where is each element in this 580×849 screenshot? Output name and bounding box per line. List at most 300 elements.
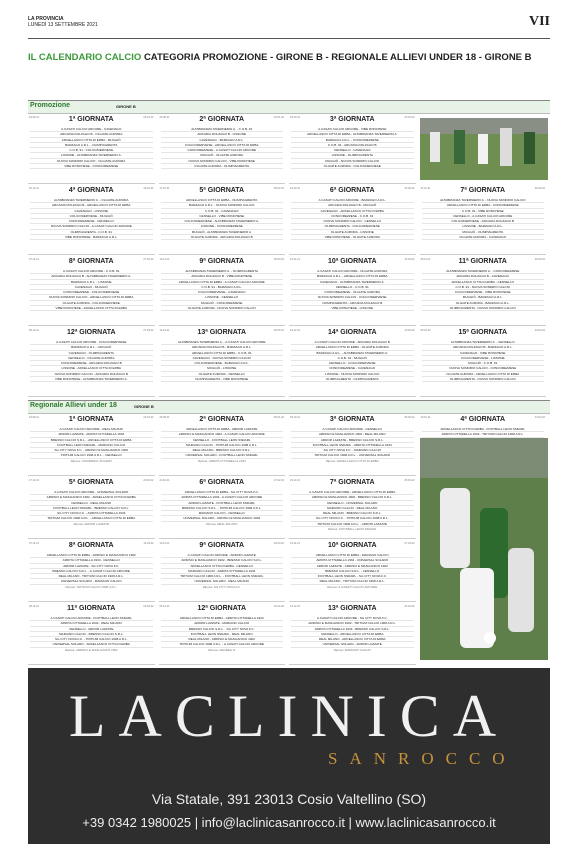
match-item: COLICODERVIESE - LISSONE [422,356,545,361]
match-item: COLICODERVIESE - BARZAGO A.R.L. [161,361,284,366]
match-item: CENSELLO - OLGIATE AURORA [30,356,153,361]
match-item: ARDITA CITTADELLA 1934 - A.CASATI CALCIO ARCORE [161,495,284,500]
andata-date: 03.10.21 [290,416,301,419]
ritorno-date: 30.01.22 [273,416,284,419]
match-list [422,269,545,311]
match-item: ARDISCI E MASLIANICO 1902 - A.CASATI CALCIO ARCORE [161,432,284,437]
andata-date: 21.11.21 [290,542,300,545]
match-item: OLIMPIAGRENTA - COLICODERVIESE [291,224,414,229]
match-item: TRITIUM CALCIO 1908 A R.L. - CENSELLO [30,453,153,458]
ritorno-date: 06.03.22 [273,258,284,261]
page-header [28,16,550,39]
match-item: MUGGIÒ - OLIMPIAGRENTA [422,230,545,235]
match-list [291,127,414,169]
matchday-card [159,603,286,665]
match-item: OLGIATE AURORA - LISSONE [291,230,414,235]
match-item: OLGIATE AURORA - ARCELLASCO CITTA DI ERBA [422,372,545,377]
match-item: ALTABRIANZA TAVERNERIO A. - OLGIATE AURORA [30,198,153,203]
match-item: LISSONE - CENSELLO [161,295,284,300]
matchday-title: 3ª GIORNATA [329,116,375,123]
match-item: MARIANO CALCIO - BRESSO CALCIO S.R.L. [30,632,153,637]
match-item: CENSELLO - ARDOR LAZZATE [30,627,153,632]
match-item: UNIVERSAL SOLARO - ARDISCI E MASLIANICO 1902 [161,516,284,521]
match-list [291,427,414,463]
match-list [30,198,153,240]
match-item: FOOTBALL LEON SSDARL - SG CITY NOVA F.C. [291,574,414,579]
match-item: CAVENAGO - NUOVA SONDRIO CALCIO [161,356,284,361]
match-item: REAL MILANO - BRESSO CALCIO S.R.L. [161,448,284,453]
andata-date: 07.11.21 [29,542,39,545]
ritorno-date: 13.03.22 [404,258,415,261]
match-list [291,340,414,382]
andata-date: 19.09.21 [29,416,40,419]
matchday-title: 7ª GIORNATA [460,187,506,194]
match-item: MARIANO CALCIO - TRITIUM CALCIO 1908 A R.L. [161,443,284,448]
rest-team: Riposa: ARDOR LAZZATE [73,521,109,526]
matchday-title: 11ª GIORNATA [67,605,116,612]
match-item: COLICODERVIESE - ARCELLASCO CITTA DI ERBA [161,143,284,148]
match-item: CAVENAGO - LISSONE [30,209,153,214]
matchday-card [28,603,155,665]
matchday-card [289,477,416,539]
match-item: UNIVERSAL SOLARO - MARIANO CALCIO [30,579,153,584]
match-item: VIBE RONCHESE - ARCELLASCO CITTA DI ERBA [30,306,153,311]
match-item: OLGIATE AURORA - COLICODERVIESE [291,164,414,169]
ad-contacts[interactable]: +39 0342 1980025 | info@laclinicasanrocco.it | www.laclinicasanrocco.it [82,815,496,830]
matchday-card [159,477,286,539]
match-item: LISSONE - OLIMPIAGRENTA [291,153,414,158]
match-item: FOOTBALL LEON SSDARL - REAL MILANO [161,632,284,637]
matchday-title: 1ª GIORNATA [68,116,114,123]
matchday-title: 6ª GIORNATA [199,479,245,486]
match-list [291,553,414,589]
match-list [30,340,153,382]
match-item: BARZAGO A.R.L. - LISSONE [30,280,153,285]
match-item: MUGGIÒ - NUOVA SONDRIO CALCIO [291,159,414,164]
match-item: FOOTBALL LEON SSDARL - MARIANO CALCIO [30,443,153,448]
match-item: CONCOREZZESE - CENSELLO [30,219,153,224]
matchday-card [28,256,155,326]
match-list [30,127,153,169]
matchday-title: 6ª GIORNATA [329,187,375,194]
match-item: OLGIATE AURORA - CENSELLO [161,372,284,377]
match-item: MARIANO CALCIO - CENSELLO [161,511,284,516]
match-item: OLGIATE AURORA - COLICODERVIESE [30,301,153,306]
andata-date: 31.10.21 [290,479,301,482]
match-item: CONCOREZZESE - ARCADIA DOLZAGO B [30,361,153,366]
match-item: ARDOR LAZZATE - MARIANO CALCIO [161,621,284,626]
match-item: ARCADIA DOLZAGO B - BARZAGO A.R.L. [161,345,284,350]
match-item: CAVENAGO - BARZAGO A.R.L. [161,138,284,143]
match-item: BARZAGO A.R.L. - MUGGIÒ [30,345,153,350]
match-item: ALTABRIANZA TAVERNERIO A. - NUOVA SONDRIO CALCIO [422,198,545,203]
match-item: A.CASATI CALCIO ARCORE - UNIVERSAL SOLARO [30,490,153,495]
match-item: NUOVA SONDRIO CALCIO - A.CASATI CALCIO ARCORE [30,224,153,229]
andata-date: 19.09.21 [29,116,40,119]
match-item: CENSELLO - COLICODERVIESE [291,361,414,366]
match-item: SG CITY NOVA F.C. - MARIANO CALCIO [291,448,414,453]
title-main: CATEGORIA PROMOZIONE - GIRONE B - REGIONALE ALLIEVI UNDER 18 - GIRONE B [143,52,532,63]
match-item: MUGGIÒ - LISSONE [161,366,284,371]
match-item: CENSELLO - REAL MILANO [30,501,153,506]
match-item: MUGGIÒ - OLGIATE AURORA [161,153,284,158]
matchday-title: 10ª GIORNATA [327,542,377,549]
match-item: A.CASATI CALCIO ARCORE - VIBE RONCHESE [291,127,414,132]
match-item: ARDISCI E MASLIANICO 1902 - TRITIUM CALCIO 1908 A R.L. [291,621,414,626]
match-list [30,553,153,589]
match-item: ARCELLASCO CITTA DI ERBA - C.O.B. 91 [161,351,284,356]
andata-date: 05.12.21 [29,329,40,332]
matchday-title: 5ª GIORNATA [68,479,114,486]
ritorno-date: 24.04.22 [534,329,545,332]
andata-date: 19.12.21 [290,329,301,332]
ritorno-date: 20.02.22 [143,479,154,482]
match-item: ARDOR LAZZATE - BRESSO CALCIO S.R.L. [291,438,414,443]
match-list [161,269,284,311]
match-item: C.O.B. 91 - VIBE RONCHESE [422,209,545,214]
match-item: CENSELLO - FOOTBALL LEON SSDARL [161,438,284,443]
andata-date: 09.01.22 [420,329,431,332]
ritorno-date: 20.02.22 [534,187,545,190]
match-item: ARCELLASCO CITTA DI ERBA - FOOTBALL LEON SSDARL [422,427,545,432]
match-item: ARDITA CITTADELLA 1934 - TRITIUM CALCIO 1908 A R.L. [422,432,545,437]
match-item: SG CITY NOVA F.C. - TRITIUM CALCIO 1908 A R.L. [291,516,414,521]
match-item: ARCADIA DOLZAGO B - LISSONE [161,132,284,137]
andata-date: 28.11.21 [420,258,431,261]
match-item: LISSONE - ARCELLASCO CITTA DI ERBA [30,366,153,371]
matchday-title: 12ª GIORNATA [66,329,116,336]
match-item: ARCADIA DOLZAGO B - CAVENAGO [422,274,545,279]
match-item: LISSONE - BARZAGO A.R.L. [422,224,545,229]
match-item: OLIMPIAGRENTA - ARCADIA DOLZAGO B [291,301,414,306]
matchday-title: 13ª GIORNATA [197,329,247,336]
match-item: CENSELLO - CAVENAGO [291,148,414,153]
matchday-card [420,327,547,397]
match-item: C.O.B. 91 - ARCADIA DOLZAGO B [291,143,414,148]
match-item: NUOVA SONDRIO CALCIO - COLICODERVIESE [291,295,414,300]
matchday-card [159,185,286,255]
match-item: A.CASATI CALCIO ARCORE - CENSELLO [291,427,414,432]
matchday-card [28,477,155,539]
match-item: OLIMPIAGRENTA - NUOVA SONDRIO CALCIO [422,377,545,382]
match-item: C.O.B. 91 - COLICODERVIESE [30,148,153,153]
match-item: CENSELLO - ARCELLASCO CITTA DI ERBA [291,632,414,637]
matchday-title: 13ª GIORNATA [327,605,377,612]
match-item: SG CITY NOVA F.C. - TRITIUM CALCIO 1908 A R.L. [30,637,153,642]
match-item: ALTABRIANZA TAVERNERIO A. - CONCOREZZESE [422,269,545,274]
match-item: A.CASATI CALCIO ARCORE - REAL MILANO [30,427,153,432]
ad-address: Via Statale, 391 23013 Cosio Valtellino (SO) [151,791,427,807]
matchday-card [28,114,155,184]
match-item: ARCADIA DOLZAGO B - VIBE RONCHESE [161,274,284,279]
match-item: MARIANO CALCIO - REAL MILANO [291,506,414,511]
match-photo-top [420,118,548,180]
match-list [161,490,284,526]
match-item: ARCELLASCO CITTA DI ERBA - ARDOR LAZZATE [161,427,284,432]
match-list [161,427,284,463]
match-item: MUGGIÒ - ALTABRIANZA TAVERNERIO A. [161,230,284,235]
matchday-card [159,256,286,326]
andata-date: 12.12.21 [159,329,170,332]
match-item: ARCADIA DOLZAGO B - OLGIATE AURORA [30,132,153,137]
match-item: ARCADIA DOLZAGO B - BARZAGO A.R.L. [422,345,545,350]
match-item: ALTABRIANZA TAVERNERIO A. - OLIMPIAGRENTA [161,269,284,274]
matchday-card [159,114,286,184]
match-item: COLICODERVIESE - CAVENAGO [161,290,284,295]
match-list [422,198,545,240]
match-item: CAVENAGO - VIBE RONCHESE [422,351,545,356]
match-item: ARCADIA DOLZAGO B - ALTABRIANZA TAVERNERIO A. [30,274,153,279]
match-item: NUOVA SONDRIO CALCIO - CONCOREZZESE [422,366,545,371]
match-item: COLICODERVIESE - MUGGIÒ [30,214,153,219]
rest-team: Riposa: SG CITY NOVA F.C. [202,584,241,589]
match-item: C.O.B. 91 - CAVENAGO [161,209,284,214]
match-item: ARCELLASCO CITTA DI ERBA - CENSELLO [422,280,545,285]
andata-date: 10.10.21 [29,187,40,190]
match-list [161,340,284,382]
matchday-card [28,414,155,476]
match-item: OLIMPIAGRENTA - C.O.B. 91 [30,230,153,235]
match-item: REAL MILANO - ARDISCI E MASLIANICO 1902 [161,637,284,642]
match-list [422,340,545,382]
match-item: COLICODERVIESE - ALTABRIANZA TAVERNERIO A. [161,219,284,224]
match-item: BARZAGO A.R.L. - ARCELLASCO CITTA DI ERBA [291,274,414,279]
match-item: MUGGIÒ - C.O.B. 91 [422,361,545,366]
match-item: NUOVA SONDRIO CALCIO - ARCADIA DOLZAGO B [30,372,153,377]
matchday-title: 14ª GIORNATA [327,329,377,336]
advertisement-banner[interactable] [28,668,550,844]
match-list [291,490,414,531]
match-item: COLICODERVIESE - VIBE RONCHESE [422,290,545,295]
match-item: TRITIUM CALCIO 1908 A R.L. - A.CASATI CALCIO ARCORE [161,642,284,647]
andata-date: 07.11.21 [29,258,39,261]
match-item: C.O.B. 91 - NUOVA SONDRIO CALCIO [422,285,545,290]
match-item: ARCELLASCO CITTA DI ERBA - A.CASATI CALCIO ARCORE [161,280,284,285]
rest-team: Riposa: MARIANO CALCIO [333,647,371,652]
match-item: LISSONE - CONCOREZZESE [161,224,284,229]
match-item: A.CASATI CALCIO ARCORE - FOOTBALL LEON SSDARL [30,616,153,621]
match-item: TRITIUM CALCIO 1908 A R.L. - ARCELLASCO CITTA DI ERBA [30,516,153,521]
ritorno-date: 27.03.22 [143,329,154,332]
match-item: OLGIATE AURORA - BARZAGO A.R.L. [422,301,545,306]
match-item: ARCELLASCO CITTA DI ERBA - MUGGIÒ [30,138,153,143]
ritorno-date: 24.04.22 [404,605,415,608]
matchday-card [289,327,416,397]
section-label: Regionale Allievi under 18 [30,402,117,409]
page-number: VII [528,14,550,29]
match-item: ARDITA CITTADELLA 1934 - UNIVERSAL SOLARO [291,558,414,563]
ritorno-date: 06.03.22 [404,479,415,482]
match-list [291,616,414,652]
match-item: ARDOR LAZZATE - ARDITA CITTADELLA 1934 [30,432,153,437]
matchday-card [159,327,286,397]
match-item: OLIMPIAGRENTA - OLIMPIAGRENTA [291,377,414,382]
match-item: ARCELLASCO CITTA DI ERBA - SG CITY NOVA F.C. [161,490,284,495]
match-item: OLGIATE AURORA - NUOVA SONDRIO CALCIO [161,306,284,311]
match-item: BARZAGO A.R.L. - ALTABRIANZA TAVERNERIO A. [291,351,414,356]
match-item: REAL MILANO - ARCELLASCO CITTA DI ERBA [291,637,414,642]
match-item: REAL MILANO - TRITIUM CALCIO 1908 A R.L. [30,574,153,579]
andata-date: 14.11.21 [159,258,170,261]
match-item: CAVENAGO - OLIMPIAGRENTA [30,351,153,356]
rest-team: Riposa: UNIVERSAL SOLARO [70,458,112,463]
match-item: A.CASATI CALCIO ARCORE - ARCADIA DOLZAGO B [291,340,414,345]
andata-date: 21.11.21 [290,258,300,261]
match-item: SG CITY NOVA F.C. - ARDISCI E MASLIANICO 1902 [30,448,153,453]
match-item: VIBE RONCHESE - ALTABRIANZA TAVERNERIO A. [30,377,153,382]
match-item: UNIVERSAL SOLARO - ARCELLASCO CITTA DI ERBA [30,642,153,647]
section-promozione [28,100,550,114]
newspaper-name: LA PROVINCIA [28,16,64,22]
ritorno-date: 16.01.22 [273,116,284,119]
match-item: ARCELLASCO CITTA DI ERBA - OLGIATE AURORA [291,345,414,350]
match-item: ARDOR LAZZATE - FOOTBALL LEON SSDARL [161,501,284,506]
match-item: CENSELLO - UNIVERSAL SOLARO [291,501,414,506]
rest-team: Riposa: ARCELLASCO CITTA DI ERBA [325,458,379,463]
match-item: BARZAGO A.R.L. - CONCOREZZESE [291,138,414,143]
match-item: A.CASATI CALCIO ARCORE - BARZAGO A.R.L. [291,198,414,203]
matchday-title: 8ª GIORNATA [68,258,114,265]
ritorno-date: 03.04.22 [273,329,284,332]
rest-team: Riposa: REAL MILANO [206,521,238,526]
matchday-card [159,414,286,476]
match-item: A.CASATI CALCIO ARCORE - ARDOR LAZZATE [161,553,284,558]
match-item: OLGIATE AURORA - CAVENAGO [422,235,545,240]
matchday-title: 10ª GIORNATA [327,258,377,265]
matchday-title: 3ª GIORNATA [329,416,375,423]
andata-date: 28.11.21 [29,605,39,608]
match-item: ARDITA CITTADELLA 1934 - REAL MILANO [30,621,153,626]
matchday-title: 9ª GIORNATA [199,258,245,265]
matchday-card [420,256,547,326]
ad-logo: LACLINICA [68,683,510,749]
matchday-title: 9ª GIORNATA [199,542,245,549]
matchday-card [289,414,416,476]
match-item: TRITIUM CALCIO 1908 A R.L. - UNIVERSAL SOLARO [291,453,414,458]
match-item: BRESSO CALCIO S.R.L. - CENSELLO [291,569,414,574]
andata-date: 17.10.21 [29,479,40,482]
ritorno-date: 27.03.22 [404,542,415,545]
match-item: UNIVERSAL SOLARO - REAL MILANO [161,579,284,584]
match-list [161,553,284,589]
match-item: MUGGIÒ - BARZAGO A.R.L. [422,295,545,300]
ritorno-date: 27.02.22 [143,258,154,261]
match-item: CAVENAGO - ARCELLASCO CITTA DI ERBA [291,209,414,214]
matchday-title: 7ª GIORNATA [329,479,375,486]
match-item: LISSONE - ALTABRIANZA TAVERNERIO A. [30,153,153,158]
match-item: ARCELLASCO CITTA DI ERBA - ALTABRIANZA TAVERNERIO A. [291,132,414,137]
matchday-title: 8ª GIORNATA [68,542,114,549]
matchday-card [289,185,416,255]
match-item: VIBE RONCHESE - CONCOREZZESE [30,164,153,169]
andata-date: 24.10.21 [159,479,170,482]
andata-date: 31.10.21 [420,187,431,190]
ritorno-date: 03.04.22 [143,605,154,608]
ritorno-date: 23.01.22 [404,116,415,119]
match-item: ARDISCI E MASLIANICO 1902 - BRESSO CALCIO S.R.L. [161,558,284,563]
match-item: ARCADIA DOLZAGO B - ARCELLASCO CITTA DI ERBA [30,203,153,208]
match-item: BARZAGO A.R.L. - OLIMPIAGRENTA [30,143,153,148]
match-item: VIBE RONCHESE - LISSONE [291,306,414,311]
match-item: FOOTBALL LEON SSDARL - BRESSO CALCIO S.R.L. [30,506,153,511]
ritorno-date: 27.02.22 [273,479,284,482]
match-item: BRESSO CALCIO S.R.L. - SG CITY NOVA F.C. [161,627,284,632]
matchday-card [289,540,416,602]
match-item: BRESSO CALCIO S.R.L. - A.CASATI CALCIO ARCORE [30,569,153,574]
ritorno-date: 06.02.22 [273,187,284,190]
match-item: CONCOREZZESE - C.O.B. 91 [291,214,414,219]
match-item: NUOVA SONDRIO CALCIO - ARCELLASCO CITTA DI ERBA [30,295,153,300]
match-item: UNIVERSAL SOLARO - FOOTBALL LEON SSDARL [161,453,284,458]
match-item: CONCOREZZESE - CAVENAGO [291,366,414,371]
ritorno-date: 23.01.22 [143,416,154,419]
match-item: TRITIUM CALCIO 1908 A R.L. - FOOTBALL LEON SSDARL [161,574,284,579]
match-item: VIBE RONCHESE - OLGIATE AURORA [291,235,414,240]
match-photo-bottom [420,438,548,660]
section-group: GIRONE B [134,404,154,409]
matchday-card [28,327,155,397]
matchday-card [28,540,155,602]
matchday-card [289,256,416,326]
matchday-card [420,185,547,255]
andata-date: 26.09.21 [159,416,170,419]
ritorno-date: 13.02.22 [534,416,545,419]
match-item: ARDISCI E MASLIANICO 1902 - BRESSO CALCIO S.R.L. [291,495,414,500]
match-list [161,127,284,169]
match-item: CONCOREZZESE - COLICODERVIESE [30,290,153,295]
match-list [30,616,153,652]
matchday-title: 2ª GIORNATA [199,116,245,123]
match-list [30,269,153,311]
ritorno-date: 20.03.22 [273,542,284,545]
match-item: A.CASATI CALCIO ARCORE - SG CITY NOVA F.C. [291,616,414,621]
andata-date: 17.10.21 [159,187,170,190]
section-label: Promozione [30,102,71,109]
match-item: CAVENAGO - MUGGIÒ [30,285,153,290]
andata-date: 05.12.21 [159,605,170,608]
match-list [291,198,414,240]
match-item: ARDOR LAZZATE - SG CITY NOVA F.C. [30,564,153,569]
match-item: OLIMPIAGRENTA - VIBE RONCHESE [161,377,284,382]
match-list [30,427,153,463]
rest-team: Riposa: ARDISCI E MASLIANICO 1902 [64,647,118,652]
match-list [161,616,284,652]
andata-date: 10.10.21 [420,416,431,419]
match-item: ARCELLASCO CITTA DI ERBA - OLIMPIAGRENTA [161,198,284,203]
rest-team: Riposa: CENSELLO [208,647,236,652]
match-item: FOOTBALL LEON SSDARL - ARDITA CITTADELLA 1934 [291,443,414,448]
andata-date: 03.10.21 [290,116,301,119]
match-item: BRESSO CALCIO S.R.L. - ARCELLASCO CITTA DI ERBA [30,438,153,443]
match-item: A.CASATI CALCIO ARCORE - COLICODERVIESE [30,340,153,345]
match-item: ARCELLASCO CITTA DI ERBA - CENSELLO [161,564,284,569]
match-item: OLIMPIAGRENTA - NUOVA SONDRIO CALCIO [422,306,545,311]
ritorno-date: 09.01.22 [143,116,154,119]
matchday-title: 12ª GIORNATA [197,605,247,612]
match-item: ARCADIA DOLZAGO B - MUGGIÒ [291,203,414,208]
match-item: ARCELLASCO CITTA DI ERBA - CONCOREZZESE [422,203,545,208]
match-item: TRITIUM CALCIO 1908 A R.L. - ARDOR LAZZATE [291,522,414,527]
match-item: CAVENAGO - ALTABRIANZA TAVERNERIO A. [291,280,414,285]
match-item: REAL MILANO - BRESSO CALCIO S.R.L. [291,511,414,516]
matchday-title: 2ª GIORNATA [199,416,245,423]
match-item: MUGGIÒ - CONCOREZZESE [161,301,284,306]
match-item: SG CITY NOVA F.C. - ARDITA CITTADELLA 1934 [30,511,153,516]
match-item: REAL MILANO - TRITIUM CALCIO 1908 A R.L. [291,579,414,584]
match-item: OLGIATE AURORA - ARCADIA DOLZAGO B [161,235,284,240]
match-item: C.O.B. 91 - MUGGIÒ [291,356,414,361]
match-item: CENSELLO - A.CASATI CALCIO ARCORE [422,214,545,219]
